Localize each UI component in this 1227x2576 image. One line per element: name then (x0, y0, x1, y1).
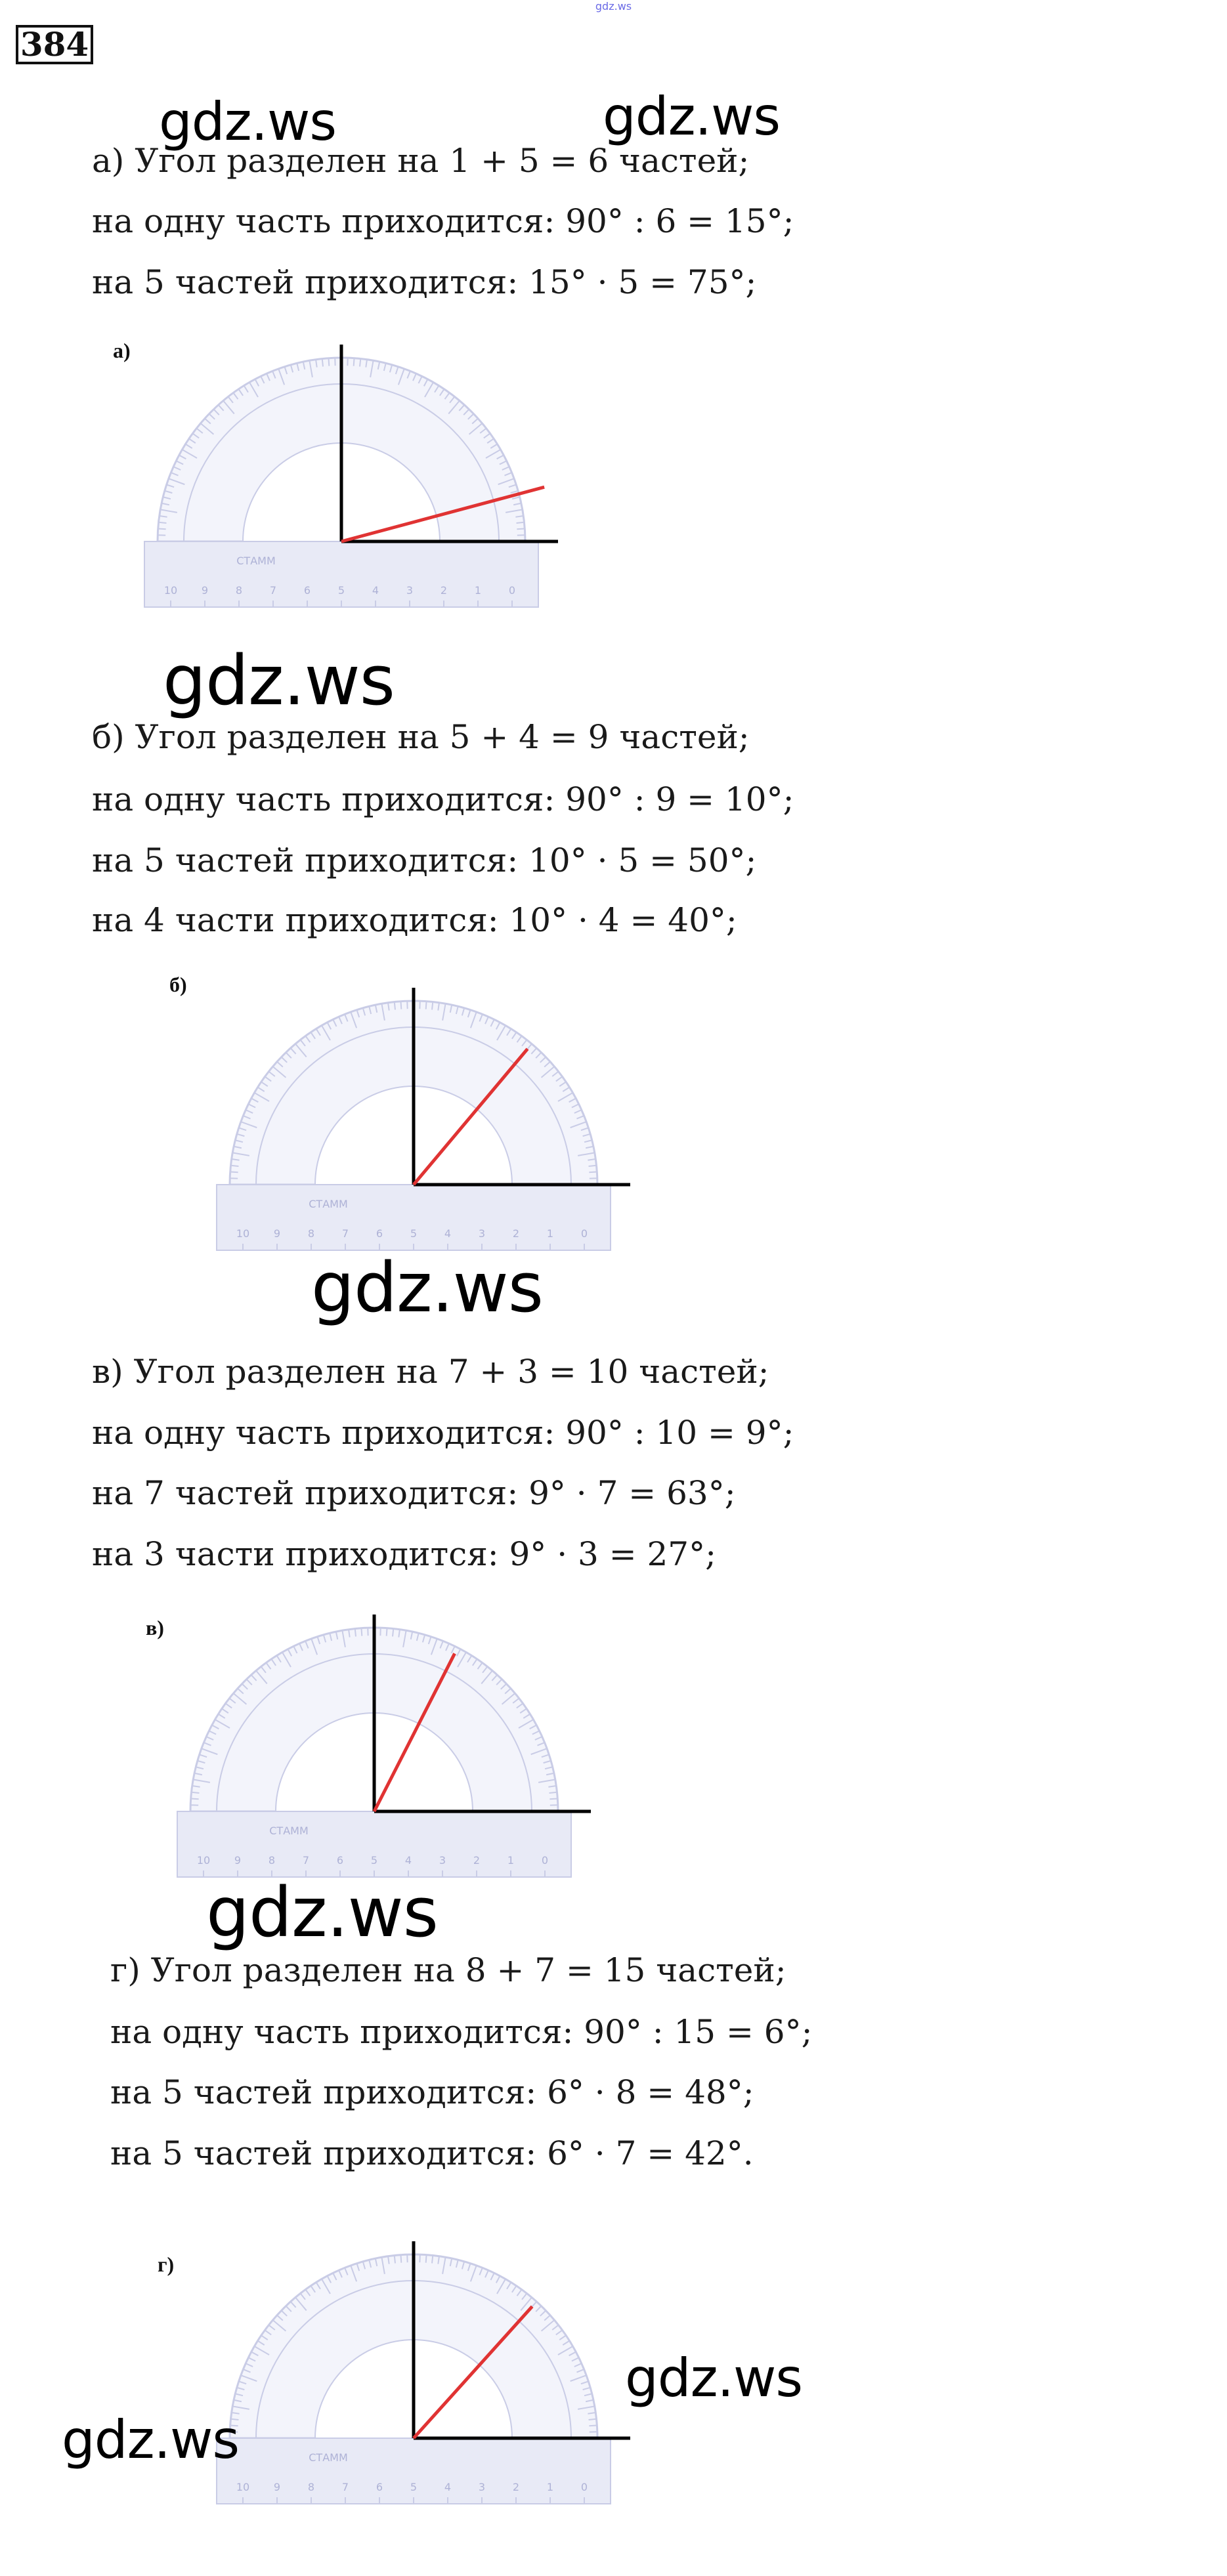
ruler-number: 1 (546, 2481, 554, 2493)
ruler-number: 8 (307, 2481, 315, 2493)
ruler-number: 5 (410, 2481, 418, 2493)
protractor-ruler (144, 541, 538, 607)
ruler-number: 4 (372, 584, 379, 597)
watermark: gdz.ws (625, 2348, 803, 2409)
watermark: gdz.ws (603, 86, 781, 147)
ruler-number: 3 (406, 584, 414, 597)
ruler-number: 5 (370, 1854, 378, 1867)
protractor-tick (400, 1002, 401, 1009)
ruler-number: 2 (512, 2481, 520, 2493)
section-d-line-2: на одну часть приходится: 90° : 15 = 6°; (110, 2013, 813, 2051)
section-d-line-1: г) Угол разделен на 8 + 7 = 15 частей; (110, 1951, 786, 1989)
watermark: gdz.ws (62, 2409, 240, 2470)
watermark: gdz.ws (163, 641, 395, 721)
ruler-number: 1 (474, 584, 482, 597)
section-b-line-1: б) Угол разделен на 5 + 4 = 9 частей; (92, 718, 750, 756)
protractor-tick (517, 528, 525, 529)
protractor-tick (426, 2255, 427, 2263)
ruler-number: 4 (404, 1854, 412, 1867)
task-number: 384 (16, 25, 93, 64)
site-mark: gdz.ws (595, 0, 632, 12)
protractor-ruler (177, 1811, 571, 1877)
figure-b-label: б) (169, 973, 187, 996)
ruler-number: 6 (376, 1227, 383, 1240)
protractor-tick (426, 1002, 427, 1009)
ruler-number: 9 (273, 1227, 281, 1240)
ruler-number: 9 (234, 1854, 242, 1867)
watermark: gdz.ws (206, 1872, 438, 1953)
ruler-number: 9 (273, 2481, 281, 2493)
ruler-number: 7 (341, 1227, 349, 1240)
section-c-line-2: на одну часть приходится: 90° : 10 = 9°; (92, 1414, 794, 1452)
ruler-number: 10 (163, 584, 178, 597)
protractor-tick (328, 358, 329, 366)
ruler-number: 8 (235, 584, 243, 597)
ruler-number: 5 (410, 1227, 418, 1240)
protractor-tick (549, 1798, 557, 1799)
figure-c-label: в) (146, 1616, 164, 1639)
protractor-brand: СТАММ (309, 2451, 348, 2464)
protractor-tick (322, 359, 323, 367)
ruler-number: 0 (541, 1854, 549, 1867)
ruler-number: 8 (307, 1227, 315, 1240)
ruler-number: 0 (508, 584, 516, 597)
protractor-brand: СТАММ (236, 555, 276, 567)
ruler-number: 6 (336, 1854, 344, 1867)
ruler-number: 1 (546, 1227, 554, 1240)
figure-c-protractor (171, 1615, 617, 1890)
section-a-line-2: на одну часть приходится: 90° : 6 = 15°; (92, 202, 794, 240)
section-c-line-4: на 3 части приходится: 9° · 3 = 27°; (92, 1535, 716, 1573)
section-a-line-1: а) Угол разделен на 1 + 5 = 6 частей; (92, 142, 750, 180)
section-c-line-3: на 7 частей приходится: 9° · 7 = 63°; (92, 1474, 736, 1512)
ruler-number: 10 (236, 2481, 250, 2493)
figure-d-label: г) (158, 2252, 175, 2276)
protractor-tick (158, 528, 166, 529)
ruler-number: 10 (196, 1854, 211, 1867)
watermark: gdz.ws (311, 1248, 543, 1328)
protractor-ruler (217, 2438, 611, 2504)
protractor-tick (549, 1792, 557, 1793)
protractor-brand: СТАММ (309, 1198, 348, 1210)
protractor-tick (432, 2256, 433, 2264)
ruler-number: 3 (478, 1227, 486, 1240)
ruler-number: 3 (478, 2481, 486, 2493)
ruler-number: 8 (268, 1854, 276, 1867)
protractor-tick (589, 2419, 597, 2420)
ruler-number: 0 (580, 2481, 588, 2493)
section-d-line-3: на 5 частей приходится: 6° · 8 = 48°; (110, 2073, 754, 2111)
section-a-line-3: на 5 частей приходится: 15° · 5 = 75°; (92, 263, 757, 301)
ruler-number: 6 (376, 2481, 383, 2493)
ruler-number: 9 (201, 584, 209, 597)
ruler-number: 2 (473, 1854, 481, 1867)
protractor-tick (361, 1628, 362, 1636)
protractor-tick (192, 1792, 200, 1793)
protractor-tick (517, 522, 525, 523)
protractor-tick (191, 1798, 199, 1799)
protractor-tick (400, 2255, 401, 2263)
ruler-number: 4 (444, 1227, 452, 1240)
ruler-number: 0 (580, 1227, 588, 1240)
ruler-number: 2 (440, 584, 448, 597)
ruler-number: 5 (337, 584, 345, 597)
protractor-tick (589, 2425, 597, 2426)
protractor-tick (159, 522, 167, 523)
ruler-number: 2 (512, 1227, 520, 1240)
ruler-number: 4 (444, 2481, 452, 2493)
section-b-line-4: на 4 части приходится: 10° · 4 = 40°; (92, 901, 737, 939)
ruler-number: 6 (303, 584, 311, 597)
figure-a-label: а) (113, 339, 131, 362)
figure-a-protractor (138, 345, 584, 620)
section-b-line-2: на одну часть приходится: 90° : 9 = 10°; (92, 780, 794, 818)
protractor-brand: СТАММ (269, 1825, 309, 1837)
figure-d-protractor (210, 2241, 657, 2517)
protractor-ruler (217, 1185, 611, 1250)
protractor-tick (432, 1002, 433, 1010)
ruler-number: 7 (269, 584, 277, 597)
figure-b-protractor (210, 988, 657, 1263)
section-c-line-1: в) Угол разделен на 7 + 3 = 10 частей; (92, 1353, 769, 1391)
ruler-number: 10 (236, 1227, 250, 1240)
ruler-number: 1 (507, 1854, 515, 1867)
section-b-line-3: на 5 частей приходится: 10° · 5 = 50°; (92, 841, 757, 879)
protractor-tick (355, 1629, 356, 1637)
watermark: gdz.ws (159, 91, 337, 152)
ruler-number: 7 (341, 2481, 349, 2493)
section-d-line-4: на 5 частей приходится: 6° · 7 = 42°. (110, 2134, 754, 2172)
ruler-number: 7 (302, 1854, 310, 1867)
protractor-tick (354, 358, 355, 366)
ruler-number: 3 (439, 1854, 446, 1867)
